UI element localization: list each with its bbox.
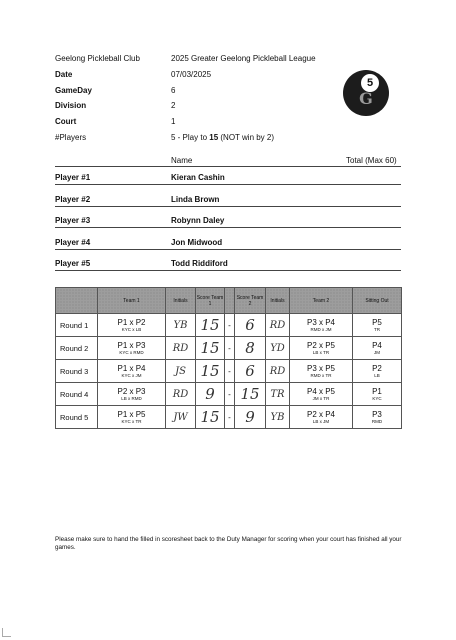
player-5-name: Todd Riddiford <box>171 259 228 268</box>
score-separator: - <box>225 314 235 337</box>
sitting-out-initials: KYC <box>372 395 382 401</box>
sitting-out-player: P3 <box>372 409 382 419</box>
team2-score[interactable]: 6 <box>235 360 266 383</box>
team1-cell <box>98 406 166 429</box>
divider <box>55 206 401 207</box>
date-value: 07/03/2025 <box>171 70 212 79</box>
sitting-out-initials: RMD <box>371 418 383 424</box>
team1-players: P2 x P3 <box>117 386 146 396</box>
team2-cell <box>290 337 353 360</box>
sitting-out-initials: TR <box>374 326 380 332</box>
logo-number-badge: 5 <box>359 72 381 94</box>
team1-signature[interactable]: RD <box>166 337 196 360</box>
round-label: Round 2 <box>56 337 98 360</box>
team2-cell <box>290 360 353 383</box>
team1-score[interactable]: 15 <box>196 406 225 429</box>
sitting-out-player: P5 <box>372 317 382 327</box>
sitting-out-initials: JM <box>374 349 380 355</box>
team1-initials: KYC x JM <box>121 372 142 378</box>
sitting-out-initials: LB <box>374 372 380 378</box>
team1-signature[interactable]: YB <box>166 314 196 337</box>
score-table <box>55 287 402 429</box>
divider <box>55 270 401 271</box>
team1-cell <box>98 360 166 383</box>
divider <box>55 184 401 185</box>
league-name: 2025 Greater Geelong Pickleball League <box>171 54 316 63</box>
round-label: Round 1 <box>56 314 98 337</box>
score-team1-header: Score Team 1 <box>196 288 225 314</box>
players-count-value <box>171 133 274 142</box>
team1-signature[interactable]: JS <box>166 360 196 383</box>
sitting-out-player: P2 <box>372 363 382 373</box>
sitting-out-cell <box>353 337 402 360</box>
team1-score[interactable]: 15 <box>196 360 225 383</box>
gameday-value: 6 <box>171 86 176 95</box>
dash-header <box>225 288 235 314</box>
team1-players: P1 x P2 <box>117 317 146 327</box>
total-column-header: Total (Max 60) <box>346 156 397 165</box>
table-row <box>56 360 402 383</box>
team1-header: Team 1 <box>98 288 166 314</box>
player-1-label: Player #1 <box>55 173 91 182</box>
divider <box>55 249 401 250</box>
team1-cell <box>98 337 166 360</box>
team2-players: P3 x P5 <box>306 363 335 373</box>
crop-mark <box>2 628 11 637</box>
table-row <box>56 314 402 337</box>
division-value: 2 <box>171 101 176 110</box>
table-row <box>56 383 402 406</box>
team2-players: P2 x P4 <box>306 409 335 419</box>
play-to-prefix: 5 - Play to <box>171 133 210 142</box>
team2-signature[interactable]: YB <box>266 406 290 429</box>
team2-signature[interactable]: TR <box>266 383 290 406</box>
team2-signature[interactable]: YD <box>266 337 290 360</box>
initials2-header: Initials <box>266 288 290 314</box>
player-1-name: Kieran Cashin <box>171 173 225 182</box>
player-2-name: Linda Brown <box>171 195 220 204</box>
player-4-label: Player #4 <box>55 238 91 247</box>
team2-score[interactable]: 15 <box>235 383 266 406</box>
sitting-out-cell <box>353 383 402 406</box>
round-label: Round 3 <box>56 360 98 383</box>
sitting-out-player: P4 <box>372 340 382 350</box>
divider <box>55 227 401 228</box>
team2-score[interactable]: 9 <box>235 406 266 429</box>
players-count-label: #Players <box>55 133 87 142</box>
play-to-target: 15 <box>209 133 219 142</box>
team1-cell <box>98 314 166 337</box>
initials1-header: Initials <box>166 288 196 314</box>
sitting-out-cell <box>353 360 402 383</box>
footer-instructions: Please make sure to hand the filled in scoresheet back to the Duty Manager for scoring when your court has finished all your games. <box>55 536 402 551</box>
score-team2-header: Score Team 2 <box>235 288 266 314</box>
team2-signature[interactable]: RD <box>266 360 290 383</box>
team2-header: Team 2 <box>290 288 353 314</box>
team1-signature[interactable]: JW <box>166 406 196 429</box>
club-name: Geelong Pickleball Club <box>55 54 140 63</box>
team1-initials: KYC x RMD <box>119 349 144 355</box>
score-separator: - <box>225 406 235 429</box>
team1-players: P1 x P5 <box>117 409 146 419</box>
sitting-out-cell <box>353 406 402 429</box>
sitting-out-player: P1 <box>372 386 382 396</box>
score-table-header-row <box>56 288 402 314</box>
team2-players: P2 x P5 <box>306 340 335 350</box>
team2-initials: RMD x JM <box>310 326 332 332</box>
team2-cell <box>290 314 353 337</box>
logo-letter: G <box>359 89 373 108</box>
team1-initials: LB x RMD <box>121 395 142 401</box>
round-label: Round 5 <box>56 406 98 429</box>
team1-players: P1 x P4 <box>117 363 146 373</box>
court-value: 1 <box>171 117 176 126</box>
team2-initials: LB x TR <box>312 349 330 355</box>
score-separator: - <box>225 337 235 360</box>
team2-players: P3 x P4 <box>306 317 335 327</box>
player-2-label: Player #2 <box>55 195 91 204</box>
team2-initials: RMD x TR <box>310 372 332 378</box>
team1-score[interactable]: 15 <box>196 337 225 360</box>
player-3-label: Player #3 <box>55 216 91 225</box>
team2-cell <box>290 406 353 429</box>
round-label: Round 4 <box>56 383 98 406</box>
score-separator: - <box>225 383 235 406</box>
divider <box>55 166 401 167</box>
team1-cell <box>98 383 166 406</box>
team1-score[interactable]: 15 <box>196 314 225 337</box>
court-label: Court <box>55 117 77 126</box>
player-4-name: Jon Midwood <box>171 238 223 247</box>
player-5-label: Player #5 <box>55 259 91 268</box>
team2-initials: JM x TR <box>312 395 330 401</box>
team2-score[interactable]: 8 <box>235 337 266 360</box>
division-label: Division <box>55 101 87 110</box>
play-to-suffix: (NOT win by 2) <box>218 133 275 142</box>
round-header <box>56 288 98 314</box>
team1-signature[interactable]: RD <box>166 383 196 406</box>
date-label: Date <box>55 70 73 79</box>
player-3-name: Robynn Daley <box>171 216 225 225</box>
score-separator: - <box>225 360 235 383</box>
name-column-header: Name <box>171 156 193 165</box>
sitting-out-header: Sitting Out <box>353 288 402 314</box>
table-row <box>56 337 402 360</box>
team2-initials: LB x JM <box>312 418 330 424</box>
sitting-out-cell <box>353 314 402 337</box>
team1-players: P1 x P3 <box>117 340 146 350</box>
team1-initials: KYC x TR <box>121 418 142 424</box>
team2-score[interactable]: 6 <box>235 314 266 337</box>
team1-score[interactable]: 9 <box>196 383 225 406</box>
team2-cell <box>290 383 353 406</box>
team1-initials: KYC x LB <box>121 326 142 332</box>
gameday-label: GameDay <box>55 86 92 95</box>
table-row <box>56 406 402 429</box>
team2-players: P4 x P5 <box>306 386 335 396</box>
team2-signature[interactable]: RD <box>266 314 290 337</box>
